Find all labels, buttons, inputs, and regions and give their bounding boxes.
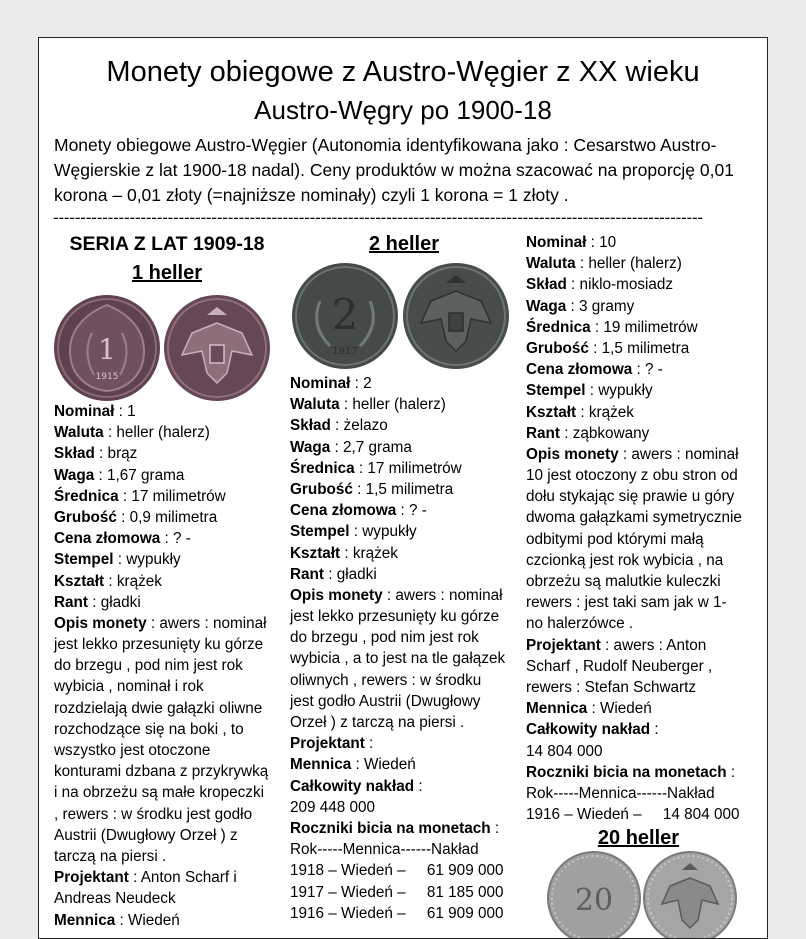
separator-line: ----------------------------------------------------------------------------------------------------------------------- [53,208,703,227]
field-label: Skład [290,417,331,435]
col3-line [526,253,742,274]
field-label: Nominał [526,234,587,251]
col2-line [290,882,505,903]
field-value: : 1 [114,403,136,420]
field-value: : heller (halerz) [575,255,682,273]
field-value: oliwnych , rewers : w środku [290,671,482,689]
col1-line [54,698,268,719]
field-value: : 2 [350,375,372,392]
page-title: Monety obiegowe z Austro-Węgier z XX wieku [106,56,700,88]
field-label: Grubość [526,339,589,357]
field-value: : ? - [396,502,427,520]
coin-title-1-heller: 1 heller [131,262,203,284]
col2-line [290,797,505,818]
col1-line [54,888,268,909]
col1-line [54,528,268,549]
field-value: , rewers : w środku jest godło [54,805,253,823]
field-value: dołu stykając się prawie u góry [526,488,735,506]
col3-line [526,677,742,698]
col2-line [290,733,505,754]
field-value: dwoma gałązkami symetrycznie [526,509,742,527]
col2-line [290,521,505,542]
col2-line [290,627,505,648]
field-label: Waluta [290,396,340,414]
field-value: : [364,735,374,753]
field-value: wybicia , nominał i rok [54,678,204,696]
field-value: : niklo-mosiadz [566,276,674,294]
col1-line [54,676,268,697]
col2-line [290,670,505,691]
col1-line [54,507,268,528]
col3-line [526,550,742,571]
col1-line [54,761,268,782]
col1-line [54,782,268,803]
col1-line [54,910,268,931]
field-value: : 0,9 milimetra [116,508,218,526]
field-value: : 1,67 grama [94,466,185,484]
coin-1-digit: 1 [98,333,116,366]
field-value: 14 804 000 [526,742,603,760]
field-label: Opis monety [290,586,383,604]
col3-line [526,296,742,317]
col1-line [54,401,268,422]
field-value: : awers : nominał [146,614,267,632]
field-value: : Wiedeń [115,911,180,929]
col1-line [54,846,268,867]
col2-line [290,394,505,415]
field-value: : 10 [586,234,617,251]
col2-line [290,818,505,839]
col1-line [54,719,268,740]
col2-details [290,373,505,924]
field-value: : 2,7 grama [330,438,412,456]
field-label: Waga [526,297,567,315]
field-label: Średnica [526,318,591,336]
field-value: : awers : nominał [618,445,739,463]
field-value: Rok-----Mennica------Nakład [526,784,715,802]
col3-line [526,804,742,825]
field-label: Stempel [54,551,114,569]
field-label: Kształt [54,572,105,590]
col3-line [526,465,742,486]
field-value: : 17 milimetrów [354,459,462,477]
field-value: Scharf , Rudolf Neuberger , [526,657,713,675]
col3-details [526,232,742,825]
col3-line [526,783,742,804]
series-heading: SERIA Z LAT 1909-18 [69,233,265,255]
col1-line [54,655,268,676]
field-value: 1916 – Wiedeń – 14 804 000 [526,806,740,824]
field-label: Stempel [290,523,350,541]
coin-1-heller-obverse-image [52,293,162,403]
col1-line [54,486,268,507]
col3-line [526,486,742,507]
field-value: Rok-----Mennica------Nakład [290,841,479,859]
field-value: : krążek [340,544,398,562]
field-value: : wypukły [113,551,181,569]
field-value: rewers : Stefan Schwartz [526,678,697,696]
col1-line [54,422,268,443]
field-value: : 19 milimetrów [590,318,698,336]
col2-line [290,839,505,860]
col1-line [54,740,268,761]
field-value: : [726,763,736,781]
field-value: obrzeżu są malutkie kuleczki [526,573,721,590]
field-value: : wypukły [585,382,653,400]
col1-line [54,804,268,825]
col3-line [526,274,742,295]
field-label: Skład [54,445,95,463]
col2-line [290,606,505,627]
coin-20-heller-obverse-image [546,850,642,939]
coin-2-year: 1917 [332,346,358,357]
field-label: Roczniki bicia na monetach [526,763,727,781]
field-value: jest godło Austrii (Dwugłowy [290,692,481,710]
field-value: : [414,777,423,795]
field-value: : heller (halerz) [339,396,446,414]
field-label: Nominał [54,403,115,420]
field-value: : krążek [104,572,162,590]
field-value: konturami dzbana z przykrywką [54,763,269,781]
field-value: no halerzówce . [526,615,634,633]
col2-line [290,564,505,585]
col1-line [54,634,268,655]
coin-20-digit: 20 [574,883,614,918]
field-value: : gładki [88,593,141,611]
col3-line [526,529,742,550]
field-label: Waga [290,438,331,456]
col3-line [526,317,742,338]
field-label: Cena złomowa [526,361,633,379]
col3-line [526,444,742,465]
field-label: Mennica [526,700,588,718]
field-value: : żelazo [330,417,388,435]
field-value: : [490,819,500,837]
field-value: : awers : nominał [382,586,503,604]
field-value: 10 jest otoczony z obu stron od [526,467,738,485]
field-value: czcionką jest rok wybicia , na [526,551,724,569]
col2-line [290,860,505,881]
field-value: do brzegu , pod nim jest rok [290,629,479,647]
col3-line [526,380,742,401]
field-label: Kształt [526,403,577,421]
col1-line [54,549,268,570]
field-value: : [650,721,659,739]
intro-paragraph: Monety obiegowe Austro-Węgier (Autonomia identyfikowana jako : Cesarstwo Austro-Węgierskie z lat 1900-18 nadal). Ceny produktów w można szacować na proporcję 0,01 korona – 0,01 złoty (=najniższe nominały) czyli 1 korona = 1 złoty . [54,135,734,205]
col3-line [526,402,742,423]
field-label: Cena złomowa [290,502,397,520]
field-value: wszystko jest otoczone [54,742,211,759]
field-value: jest lekko przesunięty ku górze [54,636,264,654]
col3-line [526,741,742,762]
page-subtitle: Austro-Węgry po 1900-18 [254,95,552,125]
field-label: Projektant [54,869,129,887]
col1-line [54,465,268,486]
field-value: wybicia , a to jest na tle gałązek [290,650,506,668]
col3-line [526,719,742,740]
col3-line [526,762,742,783]
field-label: Kształt [290,544,341,562]
field-value: do brzegu , pod nim jest rok [54,657,243,675]
coin-2-heller-reverse-image [401,261,511,371]
col3-line [526,571,742,592]
col2-line [290,415,505,436]
col3-line [526,423,742,444]
field-label: Waga [54,466,95,484]
field-value: 209 448 000 [290,798,376,816]
field-value: : ząbkowany [560,424,650,442]
col3-line [526,635,742,656]
field-value: : 3 gramy [566,297,635,315]
field-value: odbitymi pod którymi małą [526,530,704,548]
col1-line [54,867,268,888]
col3-line [526,232,742,253]
field-label: Nominał [290,375,351,392]
col1-line [54,825,268,846]
field-label: Grubość [54,508,117,526]
field-label: Rant [290,565,324,583]
field-label: Skład [526,276,567,294]
coin-title-20-heller: 20 heller [597,827,680,849]
coin-1-year: 1915 [95,372,119,382]
field-label: Projektant [290,735,365,753]
col1-line [54,571,268,592]
field-value: : ? - [160,530,191,548]
field-label: Mennica [54,911,116,929]
col1-line [54,443,268,464]
col3-line [526,613,742,634]
col3-line [526,338,742,359]
col1-line [54,592,268,613]
col3-line [526,359,742,380]
field-value: : 1,5 milimetra [588,339,690,357]
field-label: Rant [526,424,560,442]
field-value: tarczą na piersi . [54,847,167,865]
field-value: rozchodzące się na boki , to [54,720,244,738]
field-value: : heller (halerz) [103,424,210,442]
field-value: rozdzielają dwie gałązki oliwne [54,699,263,717]
field-label: Rant [54,593,88,611]
field-label: Cena złomowa [54,530,161,548]
field-value: 1916 – Wiedeń – 61 909 000 [290,904,504,922]
col3-line [526,507,742,528]
field-label: Średnica [290,459,355,477]
field-value: : wypukły [349,523,417,541]
field-value: : brąz [94,445,138,463]
field-value: : Wiedeń [351,756,416,774]
col2-line [290,903,505,924]
field-value: : 1,5 milimetra [352,480,454,498]
field-value: 1918 – Wiedeń – 61 909 000 [290,862,504,880]
field-value: i na obrzeżu są małe kropeczki [54,784,265,802]
field-label: Stempel [526,382,586,400]
field-label: Całkowity nakład [290,777,415,795]
col2-line [290,754,505,775]
col1-details [54,401,268,931]
col2-line [290,458,505,479]
field-value: : ? - [632,361,663,379]
col3-line [526,592,742,613]
col3-line [526,698,742,719]
col2-line [290,437,505,458]
field-label: Mennica [290,756,352,774]
col2-line [290,585,505,606]
field-value: : awers : Anton [600,636,707,654]
field-value: jest lekko przesunięty ku górze [290,608,500,626]
field-value: rewers : jest taki sam jak w 1- [526,594,727,612]
field-value: : 17 milimetrów [118,487,226,505]
field-value: Andreas Neudeck [54,890,176,908]
col2-line [290,776,505,797]
col2-line [290,712,505,733]
field-label: Całkowity nakład [526,721,651,739]
field-value: Orzeł ) z tarczą na piersi . [290,714,465,731]
field-label: Waluta [54,424,104,442]
col2-line [290,373,505,394]
field-label: Waluta [526,255,576,273]
field-label: Średnica [54,487,119,505]
col2-line [290,500,505,521]
field-value: : gładki [324,565,377,583]
coin-title-2-heller: 2 heller [368,233,440,255]
field-label: Grubość [290,480,353,498]
field-value: : krążek [576,403,634,421]
col2-line [290,479,505,500]
col2-line [290,648,505,669]
field-value: 1917 – Wiedeń – 81 185 000 [290,883,504,901]
coin-2-heller-obverse-image [290,261,400,371]
coin-20-heller-reverse-image [642,850,738,939]
field-value: Austrii (Dwugłowy Orzeł ) z [54,826,238,844]
col1-line [54,613,268,634]
field-value: : Wiedeń [587,700,652,718]
field-label: Roczniki bicia na monetach [290,819,491,837]
field-label: Projektant [526,636,601,654]
field-value: : Anton Scharf i [128,869,237,887]
field-label: Opis monety [526,445,619,463]
col2-line [290,543,505,564]
document-page [38,37,768,939]
col2-line [290,691,505,712]
coin-1-heller-reverse-image [162,293,272,403]
col3-line [526,656,742,677]
coin-2-digit: 2 [331,290,359,339]
field-label: Opis monety [54,614,147,632]
